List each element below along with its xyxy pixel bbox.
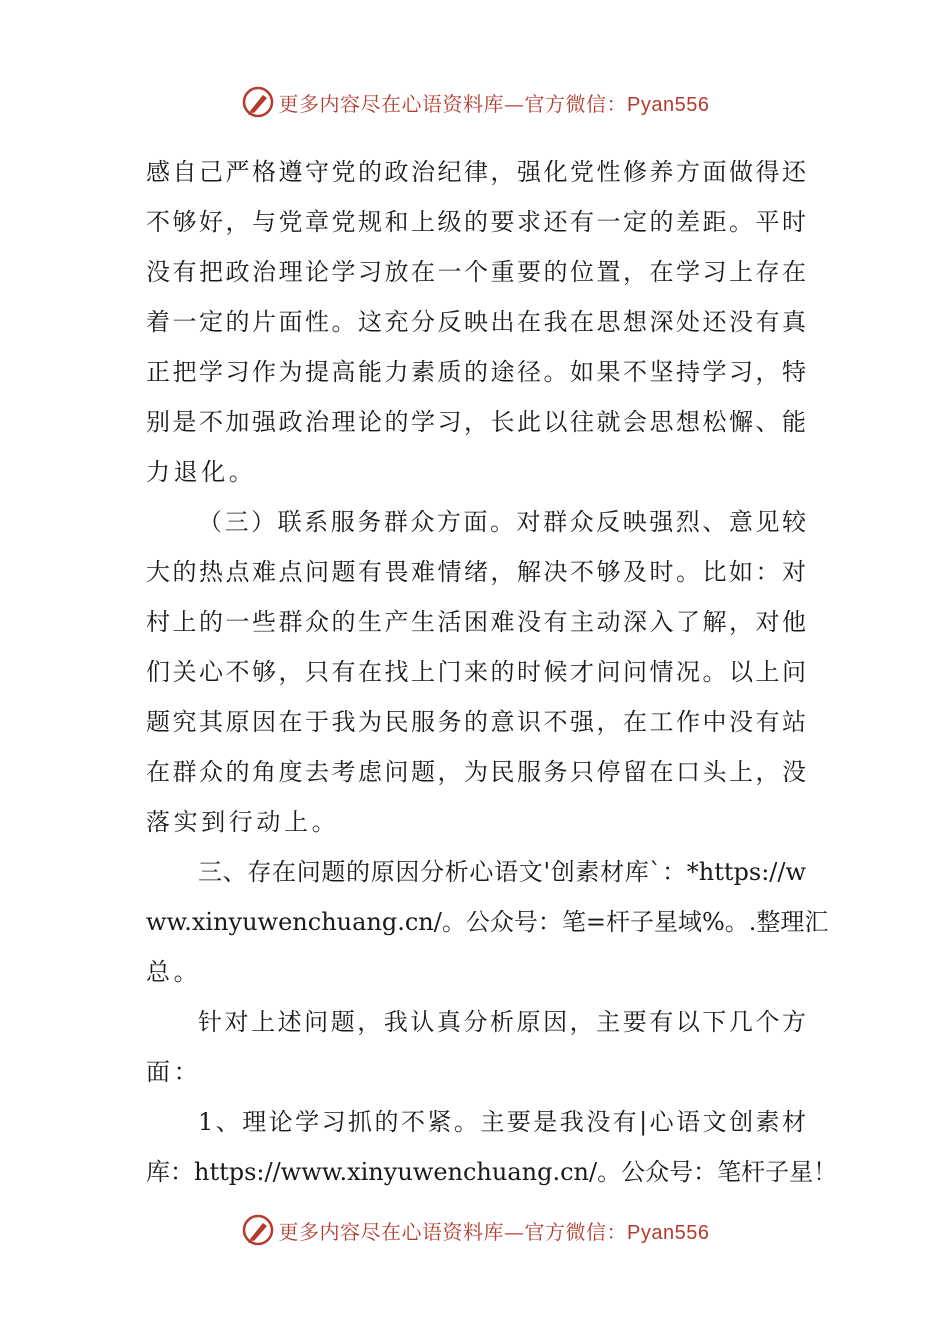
watermark-text: 更多内容尽在心语资料库—官方微信：Pyan556 xyxy=(278,1219,710,1244)
text-line: ww.xinyuwenchuang.cn/。公众号：笔=杆子星域%。.整理汇 xyxy=(146,908,829,936)
watermark-text: 更多内容尽在心语资料库—官方微信：Pyan556 xyxy=(278,91,710,116)
text-line: 总。 xyxy=(146,958,202,986)
text-line: 正把学习作为提高能力素质的途径。如果不坚持学习，特 xyxy=(146,358,806,386)
document-body xyxy=(146,147,838,1197)
text-line: 感自己严格遵守党的政治纪律，强化党性修养方面做得还 xyxy=(146,158,806,186)
text-line: 力退化。 xyxy=(146,458,257,486)
text-line: 面： xyxy=(146,1058,202,1086)
pen-logo-icon xyxy=(241,1213,275,1247)
text-line: 不够好，与党章党规和上级的要求还有一定的差距。平时 xyxy=(146,208,806,236)
text-line: 库：https://www.xinyuwenchuang.cn/。公众号：笔杆子星！ xyxy=(146,1158,838,1186)
text-line: （三）联系服务群众方面。对群众反映强烈、意见较 xyxy=(198,508,806,536)
text-line: 1、理论学习抓的不紧。主要是我没有|心语文创素材 xyxy=(198,1108,806,1136)
text-line: 着一定的片面性。这充分反映出在我在思想深处还没有真 xyxy=(146,308,806,336)
text-line: 落实到行动上。 xyxy=(146,808,340,836)
text-line: 题究其原因在于我为民服务的意识不强，在工作中没有站 xyxy=(146,708,806,736)
pen-logo-icon xyxy=(241,85,275,119)
text-line: 大的热点难点问题有畏难情绪，解决不够及时。比如：对 xyxy=(146,558,806,586)
text-line: 针对上述问题，我认真分析原因，主要有以下几个方 xyxy=(198,1008,806,1036)
text-line: 没有把政治理论学习放在一个重要的位置，在学习上存在 xyxy=(146,258,806,286)
text-line: 别是不加强政治理论的学习，长此以往就会思想松懈、能 xyxy=(146,408,806,436)
text-line: 们关心不够，只有在找上门来的时候才问问情况。以上问 xyxy=(146,658,806,686)
text-line: 村上的一些群众的生产生活困难没有主动深入了解，对他 xyxy=(146,608,806,636)
text-line: 三、存在问题的原因分析心语文'创素材库`：*https://w xyxy=(198,858,806,886)
header-watermark-banner xyxy=(0,82,950,122)
text-line: 在群众的角度去考虑问题，为民服务只停留在口头上，没 xyxy=(146,758,806,786)
footer-watermark-banner xyxy=(0,1210,950,1250)
